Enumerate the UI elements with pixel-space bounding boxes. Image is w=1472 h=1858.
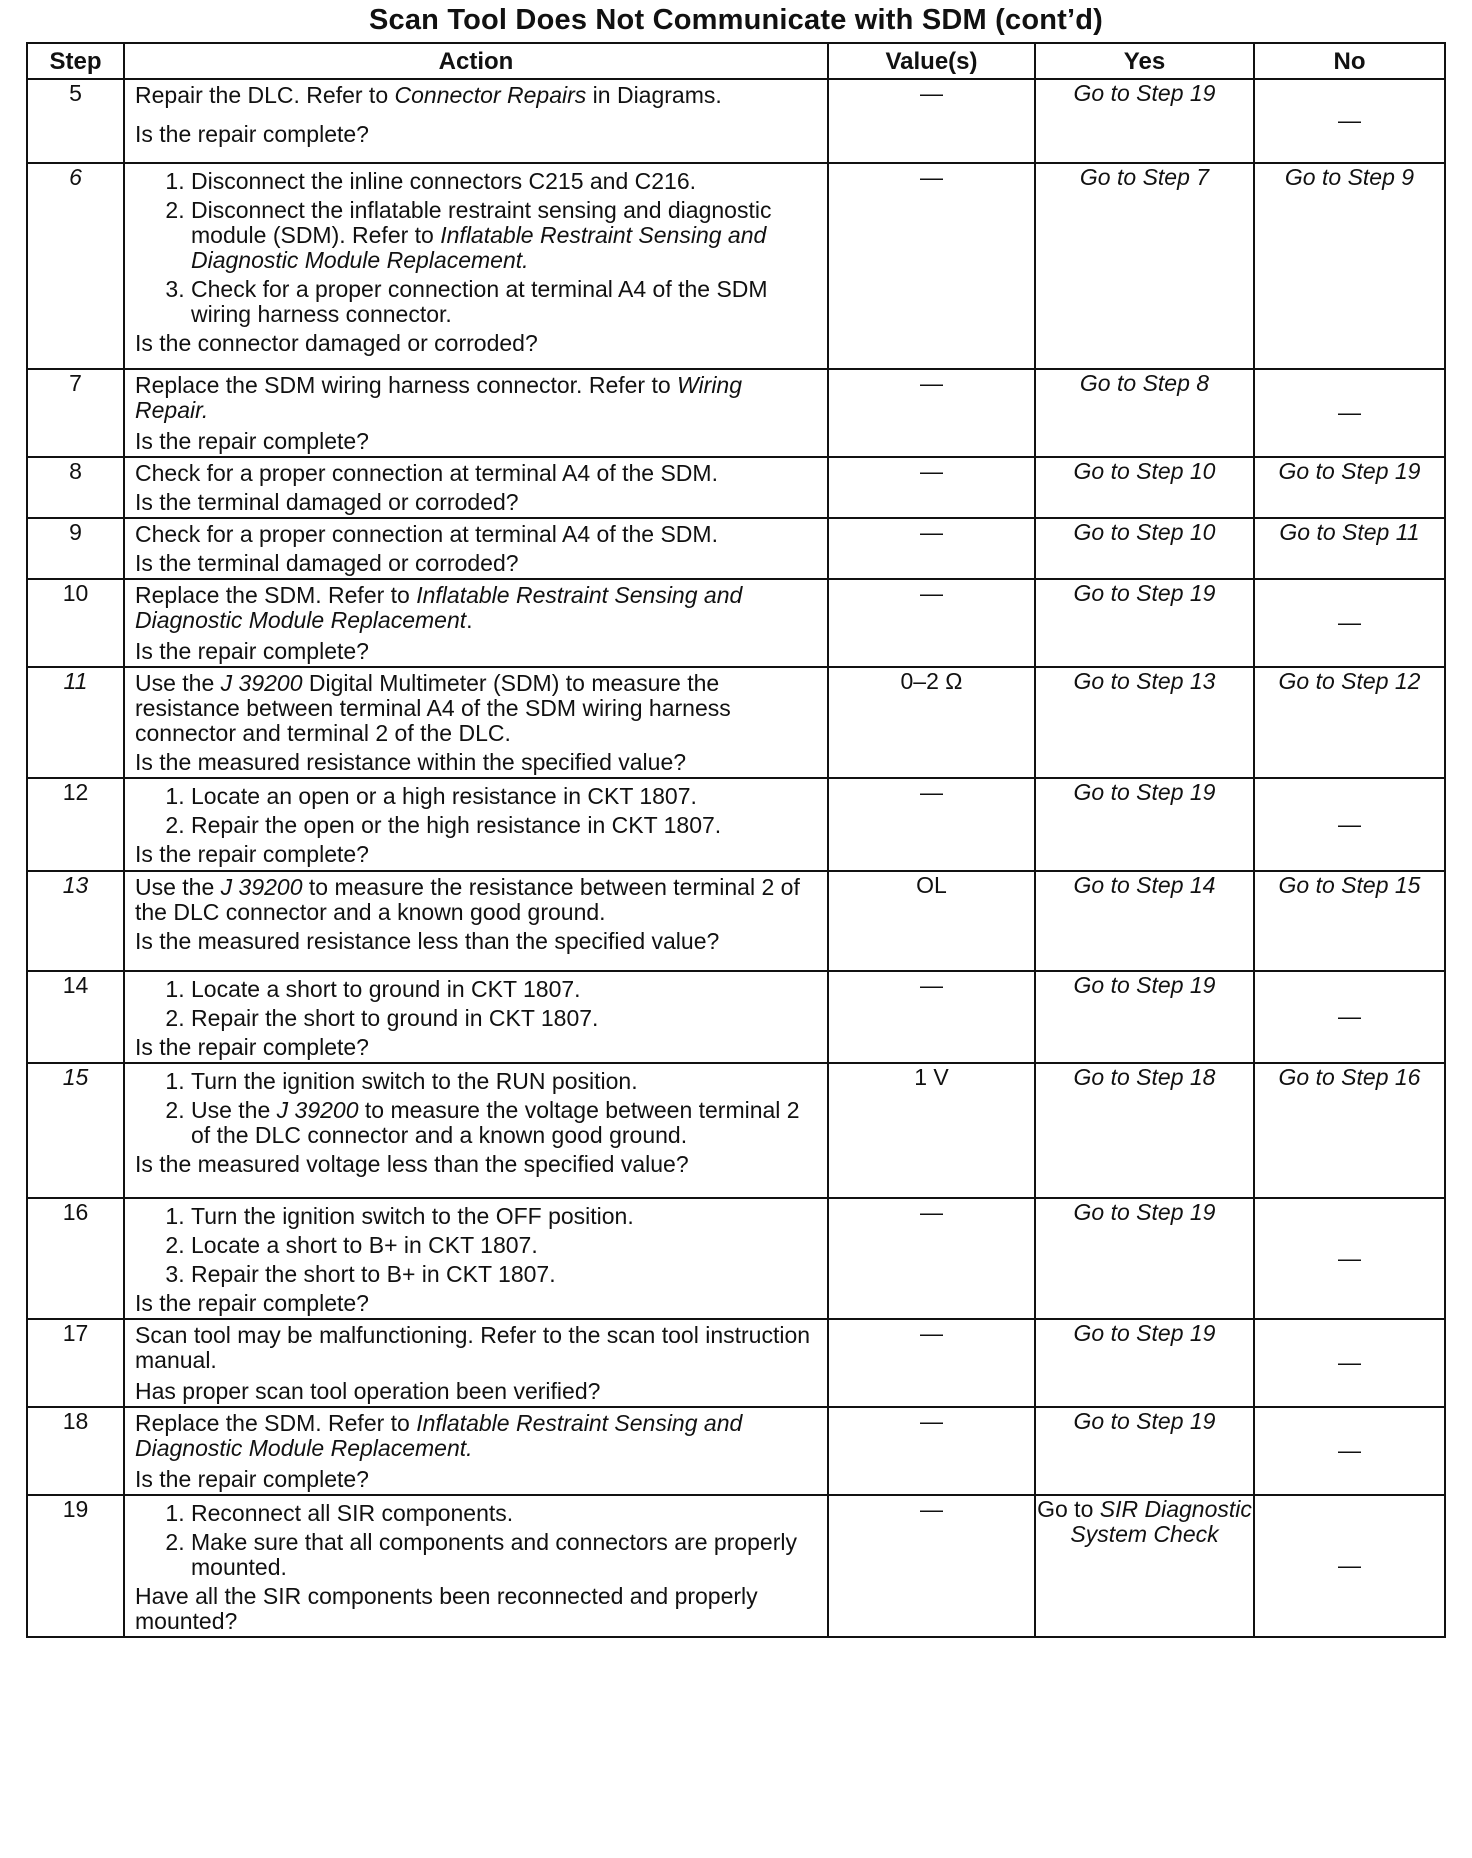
- table-row: [27, 1495, 1445, 1637]
- no-cell: —: [1254, 1319, 1445, 1407]
- value-cell: —: [828, 1407, 1035, 1495]
- action-instruction: Check for a proper connection at terminal A4 of the SDM.: [135, 460, 718, 486]
- action-steps-list: [135, 1069, 819, 1148]
- yes-cell: Go to Step 19: [1035, 778, 1254, 871]
- action-question: Is the repair complete?: [135, 428, 369, 454]
- yes-cell: Go to Step 19: [1035, 79, 1254, 163]
- step-number: 16: [27, 1198, 124, 1319]
- no-cell: —: [1254, 778, 1445, 871]
- action-cell: [124, 457, 828, 518]
- table-row: [27, 1407, 1445, 1495]
- action-cell: [124, 1407, 828, 1495]
- table-row: [27, 1063, 1445, 1198]
- value-cell: —: [828, 579, 1035, 667]
- italic-reference: Inflatable Restraint Sensing and Diagnostic Module Replacement.: [135, 1410, 743, 1461]
- action-step-item: 2. Make sure that all components and connectors are properly mounted.: [191, 1530, 819, 1580]
- action-question: Is the measured resistance less than the specified value?: [135, 928, 720, 954]
- step-number: 14: [27, 971, 124, 1063]
- action-step-item: 3. Check for a proper connection at terminal A4 of the SDM wiring harness connector.: [191, 277, 819, 327]
- table-row: [27, 79, 1445, 163]
- value-cell: 0–2 Ω: [828, 667, 1035, 778]
- italic-reference: SIR Diagnostic System Check: [1070, 1496, 1252, 1547]
- action-step-item: 2. Use the J 39200 to measure the voltage between terminal 2 of the DLC connector and a known good ground.: [191, 1098, 819, 1148]
- action-step-item: 1. Reconnect all SIR components.: [191, 1501, 819, 1526]
- action-cell: [124, 1495, 828, 1637]
- table-row: [27, 667, 1445, 778]
- italic-reference: Inflatable Restraint Sensing and Diagnostic Module Replacement.: [191, 222, 767, 273]
- action-step-item: 2. Repair the open or the high resistance in CKT 1807.: [191, 813, 819, 838]
- yes-cell: Go to Step 10: [1035, 457, 1254, 518]
- table-row: [27, 871, 1445, 971]
- page-title: Scan Tool Does Not Communicate with SDM (cont’d): [368, 4, 1104, 36]
- step-number: 6: [27, 163, 124, 369]
- italic-reference: Inflatable Restraint Sensing and Diagnostic Module Replacement: [135, 582, 743, 633]
- action-question: Is the repair complete?: [135, 638, 369, 664]
- value-cell: 1 V: [828, 1063, 1035, 1198]
- action-question: Is the repair complete?: [135, 1034, 369, 1060]
- action-steps-list: [135, 1501, 819, 1580]
- action-question: Is the repair complete?: [135, 841, 369, 867]
- table-row: [27, 971, 1445, 1063]
- header-yes: Yes: [1035, 43, 1254, 79]
- table-row: [27, 778, 1445, 871]
- table-row: [27, 163, 1445, 369]
- action-instruction: Use the J 39200 to measure the resistance between terminal 2 of the DLC connector and a known good ground.: [135, 874, 800, 925]
- action-instruction: Repair the DLC. Refer to Connector Repairs in Diagrams.: [135, 82, 722, 108]
- action-cell: [124, 163, 828, 369]
- table-row: [27, 1198, 1445, 1319]
- header-step: Step: [27, 43, 124, 79]
- action-steps-list: [135, 1204, 819, 1287]
- no-cell: Go to Step 11: [1254, 518, 1445, 579]
- step-number: 12: [27, 778, 124, 871]
- no-cell: Go to Step 15: [1254, 871, 1445, 971]
- step-number: 11: [27, 667, 124, 778]
- yes-cell: Go to Step 10: [1035, 518, 1254, 579]
- value-cell: —: [828, 457, 1035, 518]
- yes-cell: Go to Step 18: [1035, 1063, 1254, 1198]
- no-cell: —: [1254, 79, 1445, 163]
- action-steps-list: [135, 784, 819, 838]
- action-step-item: 1. Disconnect the inline connectors C215 and C216.: [191, 169, 819, 194]
- yes-cell: Go to Step 13: [1035, 667, 1254, 778]
- value-cell: —: [828, 1319, 1035, 1407]
- value-cell: —: [828, 369, 1035, 457]
- action-instruction: Replace the SDM wiring harness connector. Refer to Wiring Repair.: [135, 372, 743, 423]
- action-cell: [124, 778, 828, 871]
- no-cell: Go to Step 12: [1254, 667, 1445, 778]
- action-cell: [124, 1319, 828, 1407]
- action-instruction: Replace the SDM. Refer to Inflatable Restraint Sensing and Diagnostic Module Replacement.: [135, 1410, 743, 1461]
- table-row: [27, 457, 1445, 518]
- action-cell: [124, 667, 828, 778]
- action-cell: [124, 871, 828, 971]
- table-row: [27, 369, 1445, 457]
- step-number: 18: [27, 1407, 124, 1495]
- action-question: Has proper scan tool operation been verified?: [135, 1378, 601, 1404]
- value-cell: —: [828, 79, 1035, 163]
- header-row: [27, 43, 1445, 79]
- action-question: Is the repair complete?: [135, 121, 369, 147]
- no-cell: —: [1254, 971, 1445, 1063]
- yes-cell: Go to Step 19: [1035, 971, 1254, 1063]
- action-step-item: 1. Turn the ignition switch to the RUN position.: [191, 1069, 819, 1094]
- action-step-item: 2. Locate a short to B+ in CKT 1807.: [191, 1233, 819, 1258]
- italic-reference: J 39200: [220, 670, 303, 696]
- action-question: Is the terminal damaged or corroded?: [135, 489, 519, 515]
- yes-cell: Go to Step 19: [1035, 1407, 1254, 1495]
- action-steps-list: [135, 977, 819, 1031]
- value-cell: —: [828, 1198, 1035, 1319]
- table-row: [27, 1319, 1445, 1407]
- action-instruction: Use the J 39200 Digital Multimeter (SDM) to measure the resistance between terminal A4 of the SDM wiring harness connector and terminal 2 of the DLC.: [135, 670, 731, 746]
- value-cell: —: [828, 778, 1035, 871]
- step-number: 7: [27, 369, 124, 457]
- action-step-item: 2. Repair the short to ground in CKT 1807.: [191, 1006, 819, 1031]
- action-instruction: Scan tool may be malfunctioning. Refer to the scan tool instruction manual.: [135, 1322, 811, 1373]
- action-step-item: 1. Turn the ignition switch to the OFF position.: [191, 1204, 819, 1229]
- yes-cell: Go to Step 19: [1035, 1319, 1254, 1407]
- action-steps-list: [135, 169, 819, 327]
- action-step-item: 3. Repair the short to B+ in CKT 1807.: [191, 1262, 819, 1287]
- action-question: Is the connector damaged or corroded?: [135, 330, 538, 356]
- step-number: 15: [27, 1063, 124, 1198]
- step-number: 17: [27, 1319, 124, 1407]
- header-values: Value(s): [828, 43, 1035, 79]
- step-number: 5: [27, 79, 124, 163]
- table-row: [27, 579, 1445, 667]
- value-cell: —: [828, 518, 1035, 579]
- value-cell: —: [828, 163, 1035, 369]
- action-question: Is the measured voltage less than the specified value?: [135, 1151, 689, 1177]
- yes-cell: Go to Step 14: [1035, 871, 1254, 971]
- yes-cell: Go to Step 19: [1035, 579, 1254, 667]
- no-cell: —: [1254, 1198, 1445, 1319]
- action-question: Is the terminal damaged or corroded?: [135, 550, 519, 576]
- table-row: [27, 518, 1445, 579]
- action-question: Have all the SIR components been reconnected and properly mounted?: [135, 1583, 758, 1634]
- no-cell: —: [1254, 579, 1445, 667]
- action-cell: [124, 1063, 828, 1198]
- action-step-item: 1. Locate an open or a high resistance in CKT 1807.: [191, 784, 819, 809]
- action-question: Is the measured resistance within the specified value?: [135, 749, 687, 775]
- action-cell: [124, 579, 828, 667]
- header-no: No: [1254, 43, 1445, 79]
- yes-cell: Go to Step 19: [1035, 1198, 1254, 1319]
- step-number: 19: [27, 1495, 124, 1637]
- no-cell: —: [1254, 369, 1445, 457]
- action-step-item: 1. Locate a short to ground in CKT 1807.: [191, 977, 819, 1002]
- action-instruction: Check for a proper connection at terminal A4 of the SDM.: [135, 521, 718, 547]
- step-number: 8: [27, 457, 124, 518]
- italic-reference: Wiring Repair.: [135, 372, 743, 423]
- yes-cell: Go to Step 7: [1035, 163, 1254, 369]
- value-cell: OL: [828, 871, 1035, 971]
- yes-cell: Go to Step 8: [1035, 369, 1254, 457]
- action-cell: [124, 1198, 828, 1319]
- no-cell: —: [1254, 1407, 1445, 1495]
- header-action: Action: [124, 43, 828, 79]
- no-cell: Go to Step 9: [1254, 163, 1445, 369]
- italic-reference: Connector Repairs: [394, 82, 587, 108]
- diagnostic-table: [26, 42, 1446, 1638]
- action-cell: [124, 369, 828, 457]
- no-cell: —: [1254, 1495, 1445, 1637]
- step-number: 10: [27, 579, 124, 667]
- action-cell: [124, 518, 828, 579]
- action-cell: [124, 971, 828, 1063]
- action-question: Is the repair complete?: [135, 1466, 369, 1492]
- action-question: Is the repair complete?: [135, 1290, 369, 1316]
- action-step-item: 2. Disconnect the inflatable restraint sensing and diagnostic module (SDM). Refer to Inflatable Restraint Sensing and Diagnostic Module Replacement.: [191, 198, 819, 273]
- action-instruction: Replace the SDM. Refer to Inflatable Restraint Sensing and Diagnostic Module Replacement.: [135, 582, 743, 633]
- action-cell: [124, 79, 828, 163]
- italic-reference: J 39200: [220, 874, 303, 900]
- value-cell: —: [828, 1495, 1035, 1637]
- no-cell: Go to Step 16: [1254, 1063, 1445, 1198]
- yes-cell: Go to SIR Diagnostic System Check: [1035, 1495, 1254, 1637]
- italic-reference: J 39200: [276, 1097, 359, 1123]
- step-number: 13: [27, 871, 124, 971]
- step-number: 9: [27, 518, 124, 579]
- no-cell: Go to Step 19: [1254, 457, 1445, 518]
- value-cell: —: [828, 971, 1035, 1063]
